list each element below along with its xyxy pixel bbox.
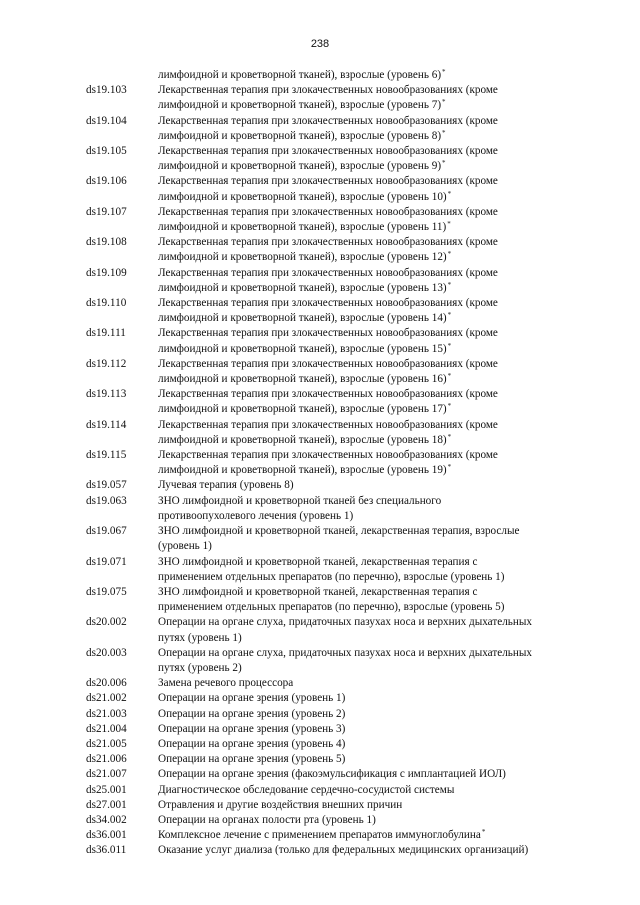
description-line xyxy=(158,661,596,676)
description-text: применением отдельных препаратов (по перечню), взрослые (уровень 5) xyxy=(158,601,505,614)
description-text: ЗНО лимфоидной и кроветворной тканей без специального xyxy=(158,494,442,507)
row-code: ds25.001 xyxy=(86,783,127,796)
description-line xyxy=(158,144,596,159)
description-text: Операции на органах полости рта (уровень 1) xyxy=(158,813,376,826)
row-description xyxy=(158,494,596,524)
description-text: ЗНО лимфоидной и кроветворной тканей, лекарственная терапия с xyxy=(158,585,478,598)
row-description xyxy=(158,813,596,828)
description-text: ЗНО лимфоидной и кроветворной тканей, лекарственная терапия с xyxy=(158,555,478,568)
description-text: лимфоидной и кроветворной тканей), взрослые (уровень 13) xyxy=(158,281,447,294)
description-line xyxy=(158,843,596,858)
description-text: Лекарственная терапия при злокачественных новообразованиях (кроме xyxy=(158,266,498,279)
description-line xyxy=(158,129,596,144)
description-line xyxy=(158,722,596,737)
description-text: Операции на органе слуха, придаточных пазухах носа и верхних дыхательных xyxy=(158,616,532,629)
row-code: ds19.112 xyxy=(86,357,127,370)
row-description xyxy=(158,783,596,798)
description-line xyxy=(158,114,596,129)
description-text: лимфоидной и кроветворной тканей), взрослые (уровень 9) xyxy=(158,160,442,173)
row-code: ds19.105 xyxy=(86,145,127,158)
description-line xyxy=(158,250,596,265)
description-text: Лекарственная терапия при злокачественных новообразованиях (кроме xyxy=(158,449,498,462)
footnote-marker: * xyxy=(442,159,446,168)
table-row xyxy=(0,828,640,843)
description-line xyxy=(158,190,596,205)
table-row xyxy=(0,783,640,798)
table-row xyxy=(0,722,640,737)
row-code: ds21.003 xyxy=(86,707,127,720)
description-text: лимфоидной и кроветворной тканей), взрослые (уровень 16) xyxy=(158,373,447,386)
table-row xyxy=(0,296,640,326)
description-text: Операции на органе зрения (уровень 3) xyxy=(158,722,346,735)
row-description xyxy=(158,524,596,554)
description-text: Лекарственная терапия при злокачественных новообразованиях (кроме xyxy=(158,114,498,127)
row-description xyxy=(158,235,596,265)
footnote-marker: * xyxy=(442,98,446,107)
row-code: ds19.106 xyxy=(86,175,127,188)
row-description xyxy=(158,843,596,858)
row-description xyxy=(158,357,596,387)
footnote-marker: * xyxy=(447,463,452,472)
description-text: лимфоидной и кроветворной тканей), взрослые (уровень 14) xyxy=(158,312,447,325)
description-line xyxy=(158,311,596,326)
description-line xyxy=(158,737,596,752)
table-row xyxy=(0,798,640,813)
description-text: (уровень 1) xyxy=(158,540,212,553)
description-text: Операции на органе зрения (уровень 1) xyxy=(158,692,346,705)
description-line xyxy=(158,752,596,767)
description-line xyxy=(158,448,596,463)
table-row xyxy=(0,326,640,356)
row-code: ds19.109 xyxy=(86,266,127,279)
description-text: лимфоидной и кроветворной тканей), взрослые (уровень 19) xyxy=(158,464,447,477)
description-text: лимфоидной и кроветворной тканей), взрослые (уровень 12) xyxy=(158,251,447,264)
description-line xyxy=(158,235,596,250)
table-row xyxy=(0,68,640,83)
description-text: Замена речевого процессора xyxy=(158,677,294,690)
row-description xyxy=(158,752,596,767)
row-code: ds20.002 xyxy=(86,616,127,629)
row-description xyxy=(158,676,596,691)
description-line xyxy=(158,159,596,174)
row-code: ds34.002 xyxy=(86,813,127,826)
description-line xyxy=(158,478,596,493)
row-description xyxy=(158,144,596,174)
table-row xyxy=(0,357,640,387)
table-row xyxy=(0,737,640,752)
row-code: ds19.067 xyxy=(86,525,127,538)
description-text: лимфоидной и кроветворной тканей), взрослые (уровень 7) xyxy=(158,99,442,112)
table-row xyxy=(0,615,640,645)
row-code: ds19.071 xyxy=(86,555,127,568)
row-description xyxy=(158,205,596,235)
row-code: ds19.111 xyxy=(86,327,126,340)
row-code: ds19.103 xyxy=(86,84,127,97)
row-description xyxy=(158,646,596,676)
footnote-marker: * xyxy=(447,311,452,320)
row-description xyxy=(158,326,596,356)
row-description xyxy=(158,615,596,645)
description-line xyxy=(158,509,596,524)
description-text: противоопухолевого лечения (уровень 1) xyxy=(158,509,354,522)
row-description xyxy=(158,555,596,585)
row-description xyxy=(158,448,596,478)
table-row xyxy=(0,752,640,767)
row-code: ds21.006 xyxy=(86,753,127,766)
row-code: ds19.075 xyxy=(86,585,127,598)
page-number: 238 xyxy=(310,38,330,50)
document-table xyxy=(0,68,640,859)
row-description xyxy=(158,691,596,706)
row-code: ds36.011 xyxy=(86,844,127,857)
row-code: ds19.063 xyxy=(86,494,127,507)
row-description xyxy=(158,114,596,144)
description-line xyxy=(158,433,596,448)
description-line xyxy=(158,707,596,722)
description-line xyxy=(158,205,596,220)
table-row xyxy=(0,767,640,782)
description-line xyxy=(158,494,596,509)
footnote-marker: * xyxy=(447,402,452,411)
row-code: ds21.004 xyxy=(86,722,127,735)
footnote-marker: * xyxy=(442,68,446,76)
footnote-marker: * xyxy=(447,432,452,441)
table-row xyxy=(0,676,640,691)
row-description xyxy=(158,707,596,722)
description-text: Диагностическое обследование сердечно-сосудистой системы xyxy=(158,783,455,796)
row-code: ds21.005 xyxy=(86,737,127,750)
row-code: ds27.001 xyxy=(86,798,127,811)
footnote-marker: * xyxy=(442,128,446,137)
description-line xyxy=(158,266,596,281)
description-text: Операции на органе зрения (уровень 5) xyxy=(158,753,346,766)
description-line xyxy=(158,813,596,828)
description-line xyxy=(158,387,596,402)
description-line xyxy=(158,174,596,189)
description-text: Лучевая терапия (уровень 8) xyxy=(158,479,294,492)
description-text: Операции на органе зрения (уровень 4) xyxy=(158,737,346,750)
description-text: ЗНО лимфоидной и кроветворной тканей, лекарственная терапия, взрослые xyxy=(158,525,520,538)
description-line xyxy=(158,83,596,98)
description-line xyxy=(158,555,596,570)
description-text: лимфоидной и кроветворной тканей), взрослые (уровень 17) xyxy=(158,403,447,416)
description-line xyxy=(158,615,596,630)
description-text: Лекарственная терапия при злокачественных новообразованиях (кроме xyxy=(158,357,498,370)
description-line xyxy=(158,326,596,341)
description-text: путях (уровень 2) xyxy=(158,661,242,674)
row-code: ds19.113 xyxy=(86,388,127,401)
row-code: ds19.115 xyxy=(86,449,127,462)
row-description xyxy=(158,68,596,83)
description-line xyxy=(158,281,596,296)
footnote-marker: * xyxy=(447,250,452,259)
description-text: лимфоидной и кроветворной тканей), взрослые (уровень 18) xyxy=(158,433,447,446)
table-row xyxy=(0,205,640,235)
footnote-marker: * xyxy=(447,372,452,381)
table-row xyxy=(0,494,640,524)
description-text: Лекарственная терапия при злокачественных новообразованиях (кроме xyxy=(158,418,498,431)
description-text: Операции на органе слуха, придаточных пазухах носа и верхних дыхательных xyxy=(158,646,532,659)
table-row xyxy=(0,266,640,296)
description-text: Операции на органе зрения (уровень 2) xyxy=(158,707,346,720)
row-description xyxy=(158,83,596,113)
description-line xyxy=(158,296,596,311)
row-code: ds19.110 xyxy=(86,297,127,310)
description-line xyxy=(158,570,596,585)
footnote-marker: * xyxy=(447,189,452,198)
footnote-marker: * xyxy=(447,341,452,350)
description-text: Лекарственная терапия при злокачественных новообразованиях (кроме xyxy=(158,327,498,340)
table-row xyxy=(0,555,640,585)
row-code: ds19.114 xyxy=(86,418,127,431)
description-line xyxy=(158,539,596,554)
table-row xyxy=(0,114,640,144)
row-description xyxy=(158,174,596,204)
table-row xyxy=(0,235,640,265)
row-code: ds21.007 xyxy=(86,768,127,781)
description-text: Оказание услуг диализа (только для федеральных медицинских организаций) xyxy=(158,844,529,857)
row-code: ds36.001 xyxy=(86,829,127,842)
row-description xyxy=(158,418,596,448)
table-row xyxy=(0,418,640,448)
description-line xyxy=(158,676,596,691)
row-description xyxy=(158,387,596,417)
row-description xyxy=(158,585,596,615)
description-line xyxy=(158,691,596,706)
row-description xyxy=(158,722,596,737)
description-line xyxy=(158,631,596,646)
table-row xyxy=(0,707,640,722)
table-row xyxy=(0,448,640,478)
description-line xyxy=(158,418,596,433)
description-line xyxy=(158,372,596,387)
table-row xyxy=(0,174,640,204)
row-description xyxy=(158,266,596,296)
description-line xyxy=(158,585,596,600)
description-text: Лекарственная терапия при злокачественных новообразованиях (кроме xyxy=(158,297,498,310)
description-text: Комплексное лечение с применением препаратов иммуноглобулина xyxy=(158,829,481,842)
description-line xyxy=(158,357,596,372)
table-row xyxy=(0,387,640,417)
row-code: ds20.003 xyxy=(86,646,127,659)
description-text: Лекарственная терапия при злокачественных новообразованиях (кроме xyxy=(158,205,498,218)
footnote-marker: * xyxy=(481,828,486,837)
description-text: Лекарственная терапия при злокачественных новообразованиях (кроме xyxy=(158,388,498,401)
table-row xyxy=(0,691,640,706)
description-line xyxy=(158,342,596,357)
row-description xyxy=(158,296,596,326)
description-line xyxy=(158,798,596,813)
row-description xyxy=(158,478,596,493)
row-code: ds19.108 xyxy=(86,236,127,249)
description-text: Лекарственная терапия при злокачественных новообразованиях (кроме xyxy=(158,175,498,188)
description-line xyxy=(158,463,596,478)
description-text: лимфоидной и кроветворной тканей), взрослые (уровень 6) xyxy=(158,69,442,81)
description-text: лимфоидной и кроветворной тканей), взрослые (уровень 11) xyxy=(158,221,447,234)
table-row xyxy=(0,843,640,858)
footnote-marker: * xyxy=(447,220,451,229)
description-text: Операции на органе зрения (факоэмульсификация с имплантацией ИОЛ) xyxy=(158,768,506,781)
row-code: ds21.002 xyxy=(86,692,127,705)
description-line xyxy=(158,402,596,417)
description-line xyxy=(158,220,596,235)
table-row xyxy=(0,585,640,615)
description-text: применением отдельных препаратов (по перечню), взрослые (уровень 1) xyxy=(158,570,505,583)
description-text: лимфоидной и кроветворной тканей), взрослые (уровень 10) xyxy=(158,190,447,203)
row-code: ds20.006 xyxy=(86,677,127,690)
row-code: ds19.104 xyxy=(86,114,127,127)
row-description xyxy=(158,798,596,813)
row-code: ds19.057 xyxy=(86,479,127,492)
table-row xyxy=(0,813,640,828)
description-text: Лекарственная терапия при злокачественных новообразованиях (кроме xyxy=(158,145,498,158)
description-line xyxy=(158,828,596,843)
row-description xyxy=(158,737,596,752)
table-row xyxy=(0,144,640,174)
description-line xyxy=(158,600,596,615)
table-row xyxy=(0,646,640,676)
description-text: Лекарственная терапия при злокачественных новообразованиях (кроме xyxy=(158,84,498,97)
table-row xyxy=(0,524,640,554)
table-row xyxy=(0,83,640,113)
row-description xyxy=(158,828,596,843)
description-text: Лекарственная терапия при злокачественных новообразованиях (кроме xyxy=(158,236,498,249)
description-line xyxy=(158,68,596,83)
table-row xyxy=(0,478,640,493)
description-text: лимфоидной и кроветворной тканей), взрослые (уровень 15) xyxy=(158,342,447,355)
description-text: Отравления и другие воздействия внешних причин xyxy=(158,798,403,811)
row-code: ds19.107 xyxy=(86,205,127,218)
description-text: лимфоидной и кроветворной тканей), взрослые (уровень 8) xyxy=(158,129,442,142)
description-line xyxy=(158,767,596,782)
footnote-marker: * xyxy=(447,280,452,289)
description-line xyxy=(158,646,596,661)
row-description xyxy=(158,767,596,782)
description-line xyxy=(158,783,596,798)
description-line xyxy=(158,524,596,539)
description-text: путях (уровень 1) xyxy=(158,631,242,644)
description-line xyxy=(158,98,596,113)
